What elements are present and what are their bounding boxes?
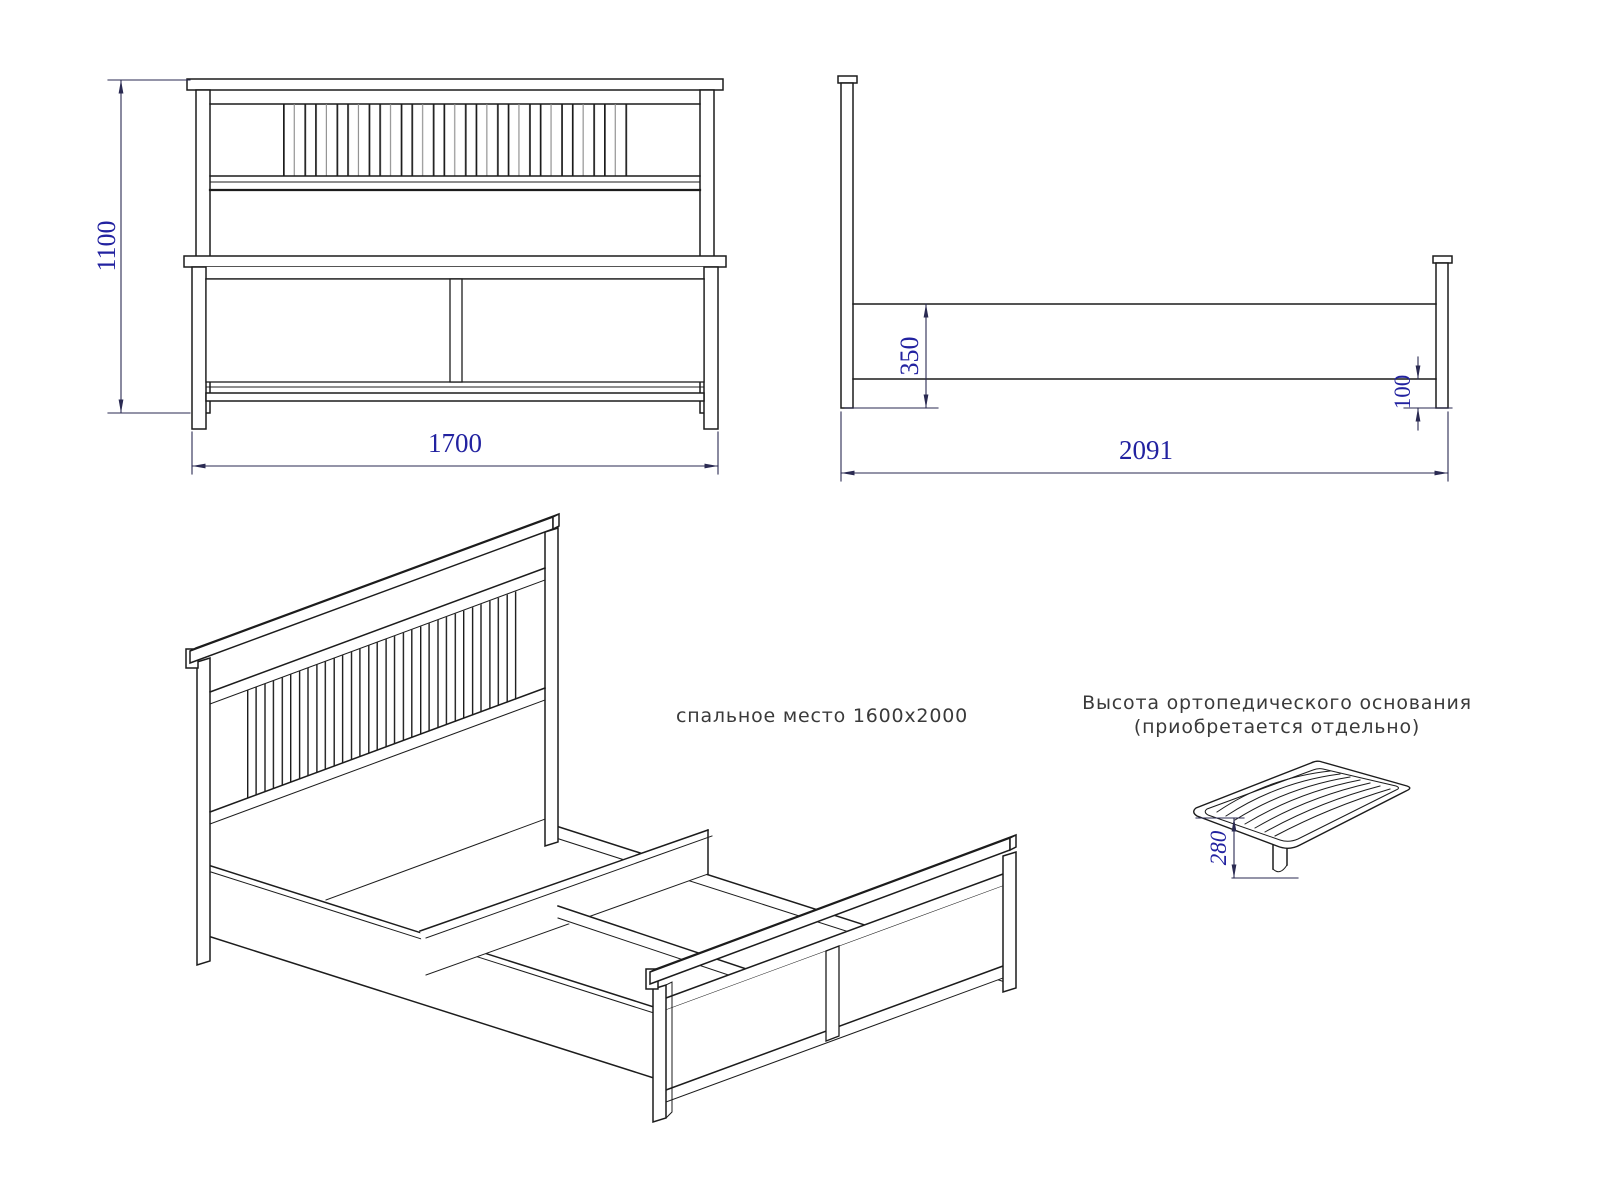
dimension-value-front-height: 1100 bbox=[92, 220, 121, 272]
footboard-cap bbox=[184, 256, 726, 267]
dimension-front-height bbox=[92, 80, 190, 413]
side-view bbox=[838, 76, 1452, 481]
orthopedic-base-detail bbox=[1194, 761, 1410, 878]
base-note-line1: Высота ортопедического основания bbox=[1082, 692, 1472, 714]
front-footboard bbox=[184, 256, 726, 429]
side-headboard-post-cap bbox=[838, 76, 857, 83]
iso-headboard-slats bbox=[210, 568, 545, 824]
iso-footboard bbox=[646, 835, 1016, 1122]
front-view bbox=[92, 79, 726, 474]
dimension-value-rail-height: 350 bbox=[895, 336, 924, 376]
dimension-side-length bbox=[841, 412, 1448, 481]
isometric-view bbox=[186, 514, 1016, 1122]
iso-footboard-post-right bbox=[1003, 852, 1016, 992]
dimension-value-front-width: 1700 bbox=[428, 428, 482, 458]
iso-footboard-post-left bbox=[653, 985, 666, 1122]
dimension-value-side-length: 2091 bbox=[1119, 435, 1173, 465]
side-footboard-post-cap bbox=[1433, 256, 1452, 263]
footboard-post-right bbox=[704, 267, 718, 429]
dimension-value-rail-clearance: 100 bbox=[1390, 374, 1415, 410]
iso-footboard-stile bbox=[826, 946, 839, 1041]
base-note-line2: (приобретается отдельно) bbox=[1133, 716, 1421, 738]
footboard-stretcher bbox=[206, 393, 704, 401]
headboard-cap bbox=[187, 79, 723, 90]
sleeping-area-label: спальное место 1600x2000 bbox=[676, 705, 968, 727]
side-headboard-post bbox=[841, 83, 853, 408]
footboard-center-stile bbox=[450, 279, 462, 382]
footboard-post-left bbox=[192, 267, 206, 429]
side-footboard-post bbox=[1436, 263, 1448, 408]
headboard-slats bbox=[283, 104, 634, 176]
iso-headboard-post-left bbox=[197, 658, 210, 965]
dimension-front-width bbox=[192, 428, 718, 474]
dimension-rail-height bbox=[845, 304, 938, 408]
dimension-value-base-height: 280 bbox=[1206, 830, 1231, 866]
iso-headboard-post-right bbox=[545, 528, 558, 846]
deck-head-edge bbox=[326, 818, 548, 900]
